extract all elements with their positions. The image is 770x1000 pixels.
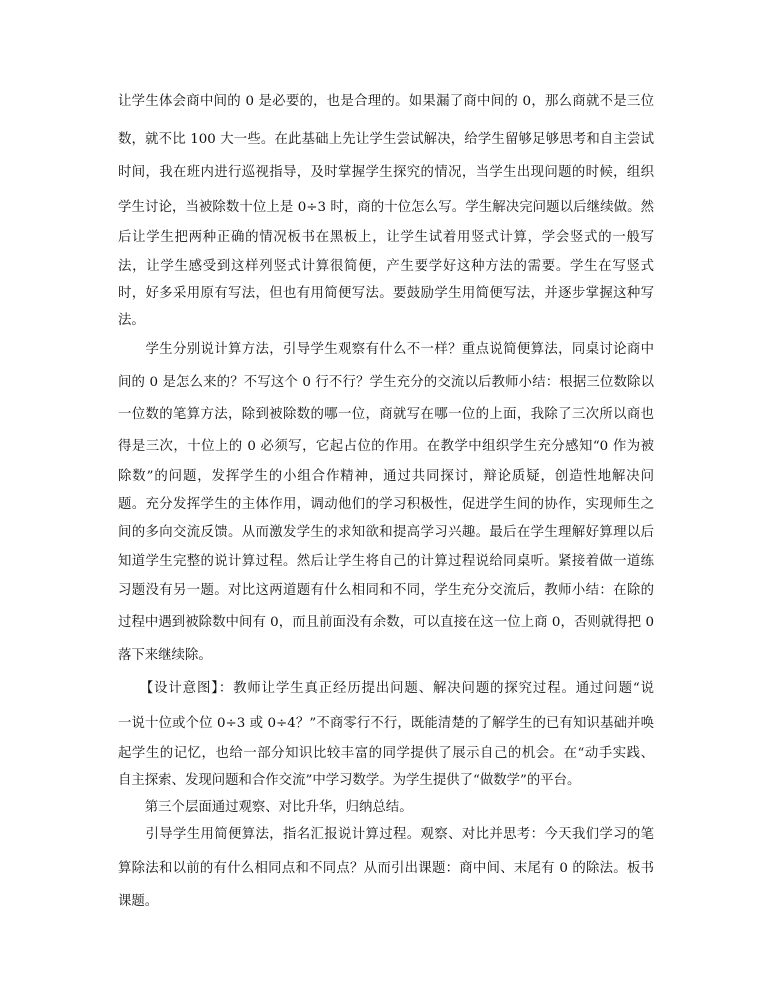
text-line: 间的多向交流反馈。从而激发学生的求知欲和提高学习兴趣。最后在学生理解好算理以后 — [118, 525, 654, 540]
text-line: 法，让学生感受到这样列竖式计算很简便，产生要学好这种方法的需要。学生在写竖式 — [118, 259, 654, 274]
text-line: 法。 — [118, 313, 145, 328]
text-line: 自主探索、发现问题和合作交流”中学习数学。为学生提供了“做数学”的平台。 — [118, 773, 581, 788]
text-line: 时，好多采用原有写法，但也有用简便写法。要鼓励学生用简便写法，并逐步掌握这种写 — [118, 286, 654, 301]
text-line: 数，就不比 100 大一些。在此基础上先让学生尝试解决，给学生留够足够思考和自主尝试 — [118, 132, 654, 147]
text-line: 课题。 — [118, 894, 159, 909]
text-line: 落下来继续除。 — [118, 648, 212, 663]
text-line: 第三个层面通过观察、对比升华，归纳总结。 — [118, 800, 413, 815]
text-line: 题。充分发挥学生的主体作用，调动他们的学习积极性，促进学生间的协作，实现师生之 — [118, 497, 654, 512]
text-line: 间的 0 是怎么来的？不写这个 0 行不行？学生充分的交流以后教师小结：根据三位数除以 — [118, 375, 654, 390]
text-line: 一位数的笔算方法，除到被除数的哪一位，商就写在哪一位的上面，我除了三次所以商也 — [118, 407, 654, 422]
text-line: 过程中遇到被除数中间有 0，而且前面没有余数，可以直接在这一位上商 0，否则就得把 0 — [118, 615, 654, 630]
text-line: 知道学生完整的说计算过程。然后让学生将自己的计算过程说给同桌听。紧接着做一道练 — [118, 554, 654, 569]
text-line: 除数”的问题，发挥学生的小组合作精神，通过共同探讨，辩论质疑，创造性地解决问 — [118, 469, 654, 484]
text-line: 起学生的记忆，也给一部分知识比较丰富的同学提供了展示自己的机会。在“动手实践、 — [118, 746, 654, 761]
text-line: 得是三次，十位上的 0 必须写，它起占位的作用。在教学中组织学生充分感知“0 作为被 — [118, 439, 654, 454]
text-line: 算除法和以前的有什么相同点和不同点？从而引出课题：商中间、末尾有 0 的除法。板书 — [118, 861, 654, 876]
text-line: 时间，我在班内进行巡视指导，及时掌握学生探究的情况，当学生出现问题的时候，组织 — [118, 165, 654, 180]
text-line: 学生讨论，当被除数十位上是 0÷3 时，商的十位怎么写。学生解决完问题以后继续做。然 — [118, 200, 654, 215]
text-line: 【设计意图】：教师让学生真正经历提出问题、解决问题的探究过程。通过问题“说 — [118, 681, 654, 696]
text-line: 学生分别说计算方法，引导学生观察有什么不一样？重点说简便算法，同桌讨论商中 — [118, 342, 654, 357]
text-line: 后让学生把两种正确的情况板书在黑板上，让学生试着用竖式计算，学会竖式的一般写 — [118, 230, 654, 245]
text-line: 引导学生用简便算法，指名汇报说计算过程。观察、对比并思考：今天我们学习的笔 — [118, 827, 654, 842]
text-line: 习题没有另一题。对比这两道题有什么相同和不同，学生充分交流后，教师小结：在除的 — [118, 583, 654, 598]
text-line: 一说十位或个位 0÷3 或 0÷4？”不商零行不行，既能清楚的了解学生的已有知识基础并唤 — [118, 716, 654, 731]
text-line: 让学生体会商中间的 0 是必要的，也是合理的。如果漏了商中间的 0，那么商就不是三位 — [118, 94, 654, 109]
